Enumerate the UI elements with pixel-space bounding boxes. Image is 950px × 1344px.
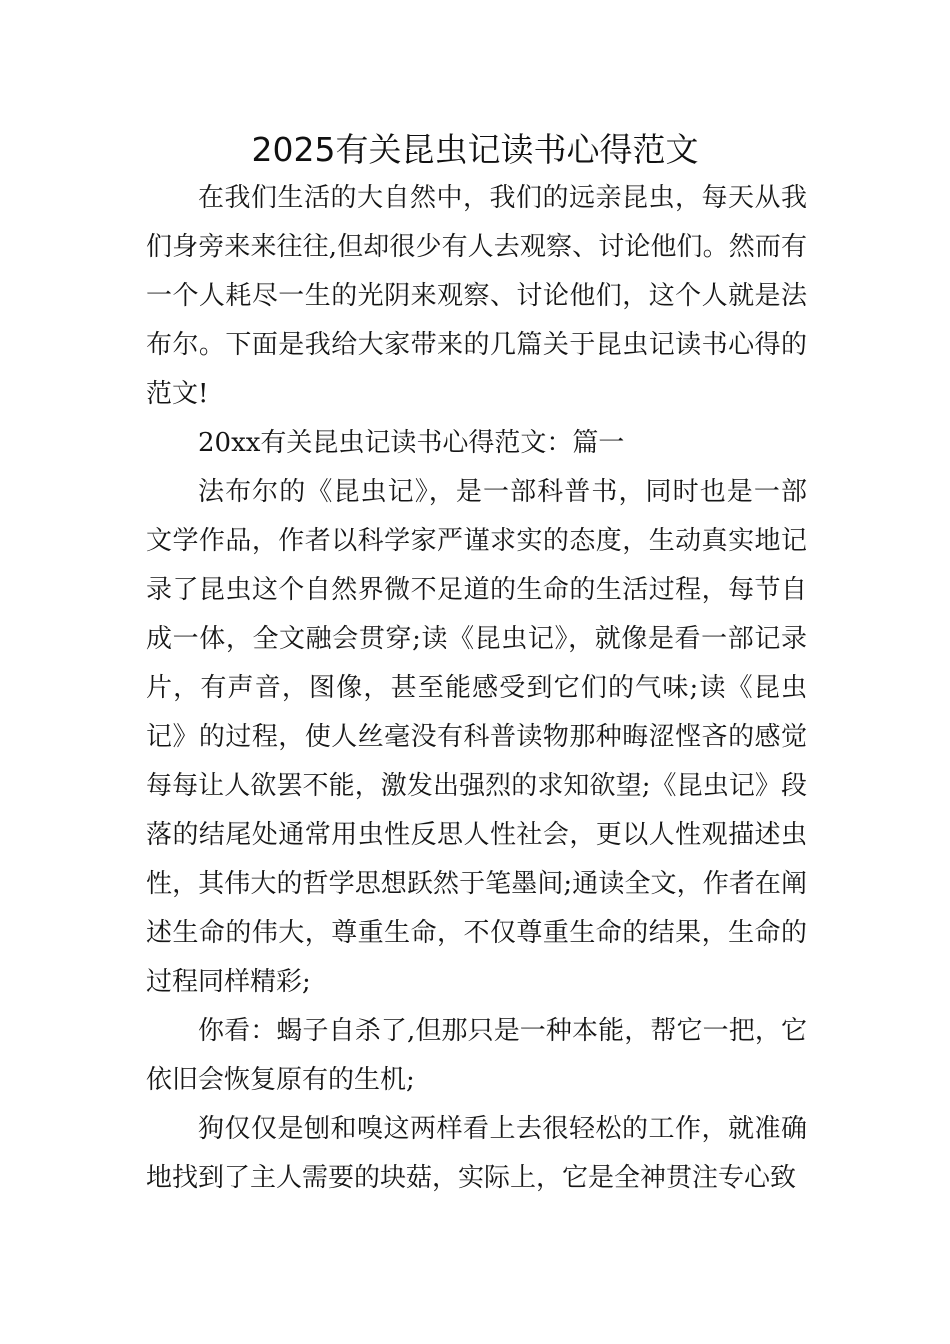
paragraph-1: 法布尔的《昆虫记》，是一部科普书，同时也是一部文学作品，作者以科学家严谨求实的态度，生动真实地记录了昆虫这个自然界微不足道的生命的生活过程，每节自成一体，全文融会贯穿;读《昆虫记》，就像是看一部记录片，有声音，图像，甚至能感受到它们的气味;读《昆虫记》的过程，使人丝毫没有科普读物那种晦涩悭吝的感觉每每让人欲罢不能，激发出强烈的求知欲望;《昆虫记》段落的结尾处通常用虫性反思人性社会，更以人性观描述虫性，其伟大的哲学思想跃然于笔墨间;通读全文，作者在阐述生命的伟大，尊重生命，不仅尊重生命的结果，生命的过程同样精彩;	[146, 477, 807, 997]
paragraph-3: 狗仅仅是刨和嗅这两样看上去很轻松的工作，就准确地找到了主人需要的块菇，实际上，它是全神贯注专心致	[146, 1114, 807, 1193]
document-title: 2025有关昆虫记读书心得范文	[251, 130, 699, 169]
document-body	[146, 174, 807, 1203]
paragraph-intro: 在我们生活的大自然中，我们的远亲昆虫，每天从我们身旁来来往往,但却很少有人去观察、讨论他们。然而有一个人耗尽一生的光阴来观察、讨论他们，这个人就是法布尔。下面是我给大家带来的几篇关于昆虫记读书心得的范文!	[146, 183, 807, 409]
paragraph-2: 你看：蝎子自杀了,但那只是一种本能，帮它一把，它依旧会恢复原有的生机;	[146, 1016, 807, 1095]
section-heading: 20xx有关昆虫记读书心得范文：篇一	[198, 428, 625, 458]
